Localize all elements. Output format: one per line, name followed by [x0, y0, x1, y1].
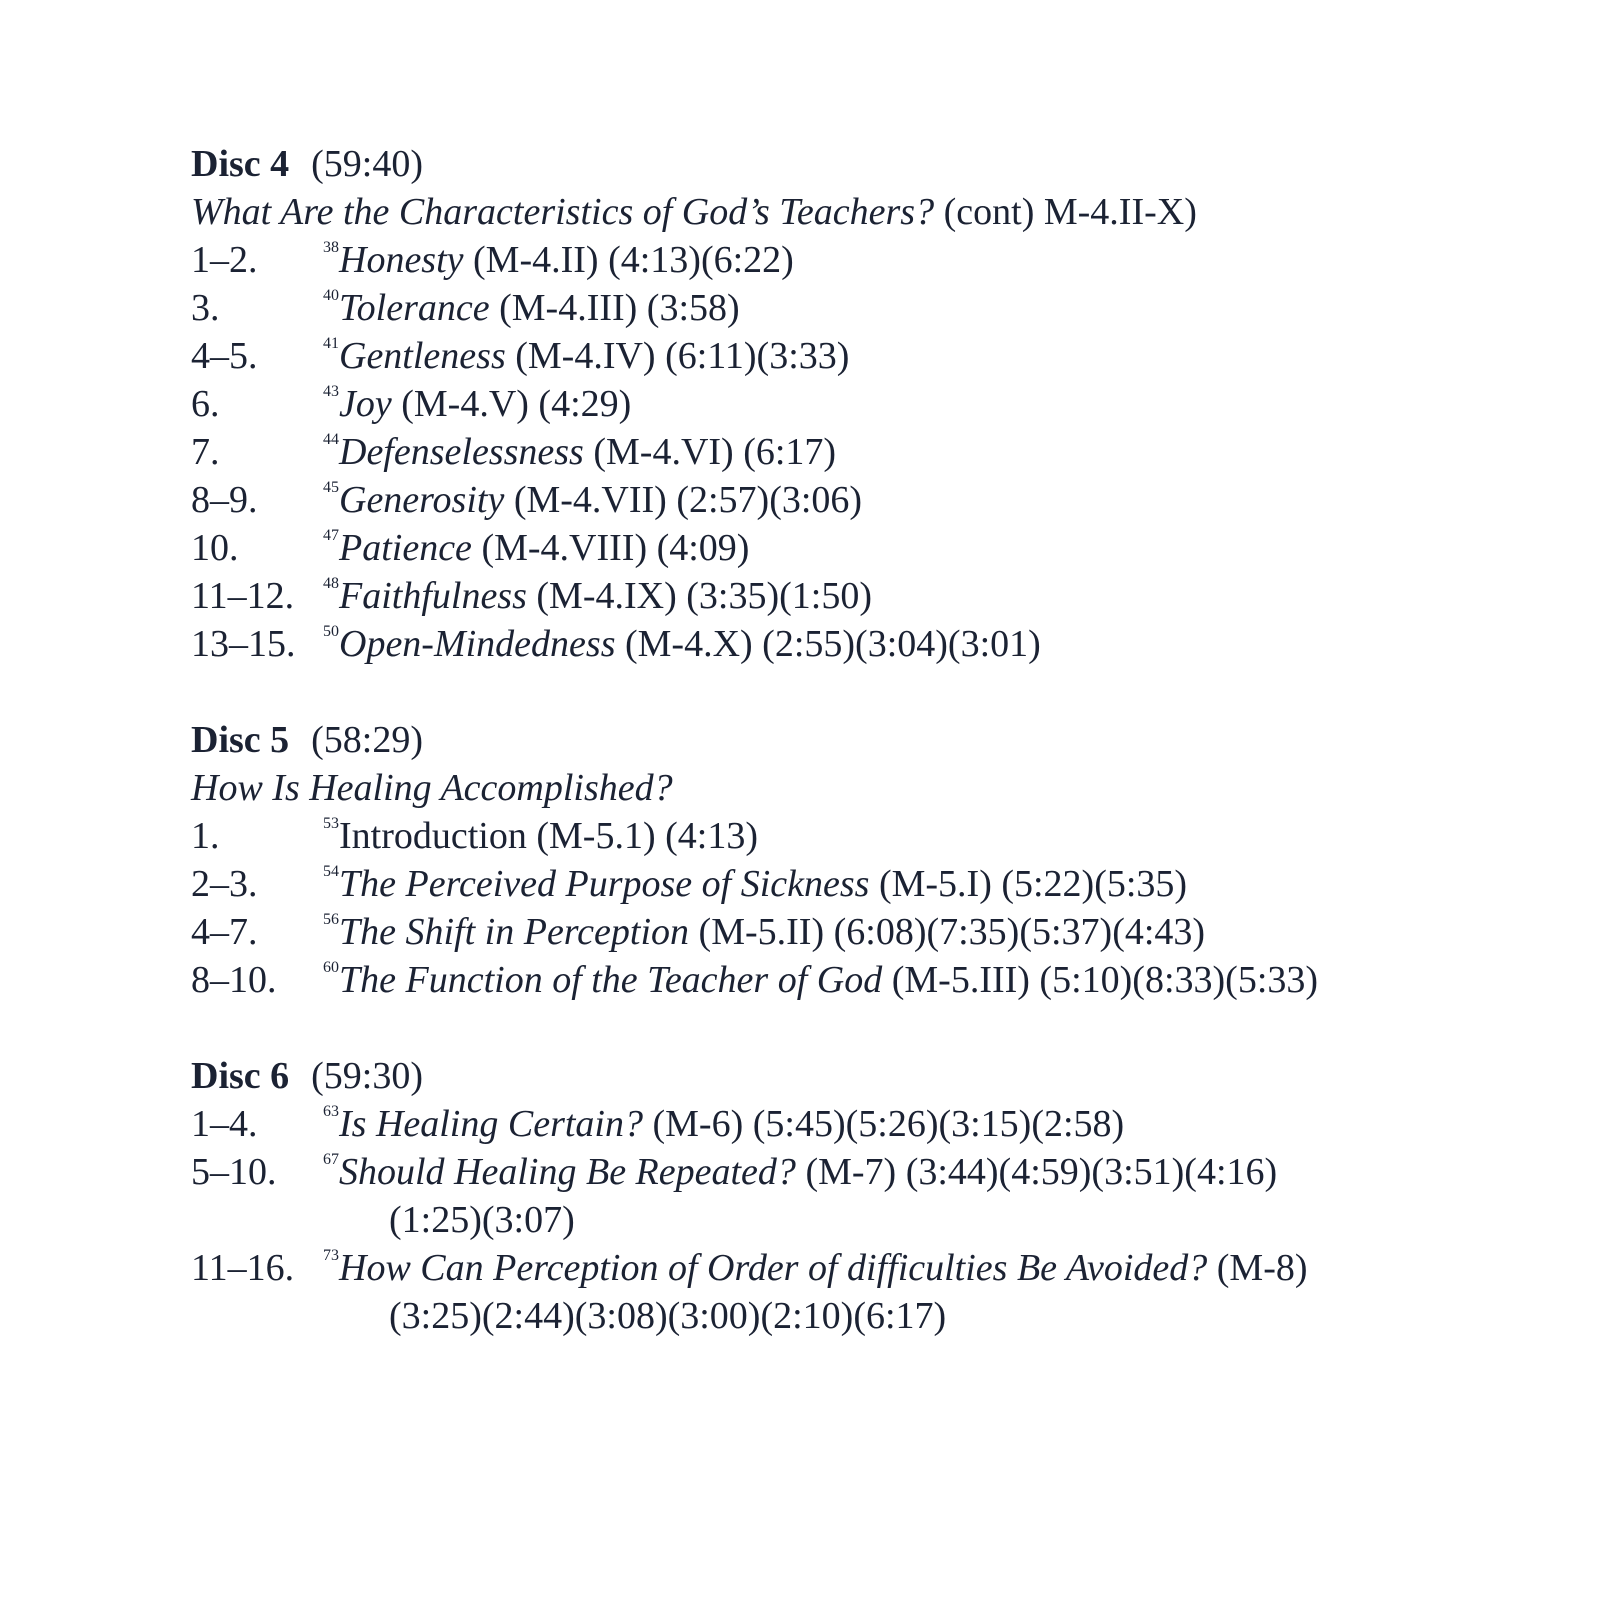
track-title: The Perceived Purpose of Sickness: [339, 863, 870, 905]
page-reference: 53: [323, 815, 339, 833]
track-entry: [191, 1244, 1491, 1340]
track-entry: [191, 284, 1491, 332]
track-details: (M-4.III) (3:58): [489, 287, 740, 329]
page-reference: 41: [323, 335, 339, 353]
track-number: 3.: [191, 287, 220, 329]
track-number: 10.: [191, 527, 239, 569]
track-number: 2–3.: [191, 863, 258, 905]
page-reference: 56: [323, 911, 339, 929]
disc-title-text: What Are the Characteristics of God’s Teachers?: [191, 191, 935, 233]
track-title: Faithfulness: [339, 575, 527, 617]
track-title: The Shift in Perception: [339, 911, 690, 953]
disc-duration: (59:30): [311, 1055, 424, 1097]
disc-heading: [191, 716, 1491, 764]
track-details: (M-4.II) (4:13)(6:22): [463, 239, 794, 281]
page-reference: 63: [323, 1103, 339, 1121]
track-title: Is Healing Certain?: [339, 1103, 643, 1145]
disc-4-section: [191, 140, 1491, 668]
track-listing: [191, 140, 1491, 1340]
disc-5-section: [191, 716, 1491, 1004]
track-number: 6.: [191, 383, 220, 425]
page-reference: 50: [323, 623, 339, 641]
track-entry: [191, 332, 1491, 380]
track-entry: [191, 428, 1491, 476]
track-number: 4–5.: [191, 335, 258, 377]
page-reference: 54: [323, 863, 339, 881]
track-details: (M-8): [1207, 1247, 1308, 1289]
track-title: Defenselessness: [339, 431, 584, 473]
track-details: (M-4.IV) (6:11)(3:33): [505, 335, 850, 377]
disc-label: Disc 4: [191, 143, 290, 185]
track-entry: [191, 620, 1491, 668]
track-number: 4–7.: [191, 911, 258, 953]
track-details: (M-5.1) (4:13): [526, 815, 758, 857]
track-title: Introduction: [339, 815, 527, 857]
track-title: Open-Mindedness: [339, 623, 616, 665]
track-title: The Function of the Teacher of God: [339, 959, 883, 1001]
disc-title: [191, 188, 1491, 236]
page-reference: 67: [323, 1151, 339, 1169]
page-reference: 73: [323, 1247, 339, 1265]
page-reference: 40: [323, 287, 339, 305]
track-title: Honesty: [339, 239, 464, 281]
page-reference: 45: [323, 479, 339, 497]
track-entry: [191, 812, 1491, 860]
disc-duration: (59:40): [311, 143, 424, 185]
track-details-continued: (3:25)(2:44)(3:08)(3:00)(2:10)(6:17): [389, 1295, 947, 1337]
track-entry: [191, 860, 1491, 908]
page-reference: 60: [323, 959, 339, 977]
track-title: Tolerance: [339, 287, 490, 329]
track-entry: [191, 380, 1491, 428]
disc-duration: (58:29): [311, 719, 424, 761]
track-details: (M-4.VIII) (4:09): [471, 527, 750, 569]
disc-title: [191, 764, 1491, 812]
track-entry: [191, 908, 1491, 956]
page-reference: 44: [323, 431, 339, 449]
track-number: 13–15.: [191, 623, 296, 665]
track-number: 1–2.: [191, 239, 258, 281]
track-details: (M-4.X) (2:55)(3:04)(3:01): [615, 623, 1041, 665]
track-number: 8–10.: [191, 959, 277, 1001]
track-details: (M-5.III) (5:10)(8:33)(5:33): [882, 959, 1319, 1001]
track-details: (M-5.II) (6:08)(7:35)(5:37)(4:43): [689, 911, 1206, 953]
track-entry: [191, 1148, 1491, 1244]
track-title: Patience: [339, 527, 472, 569]
track-details: (M-5.I) (5:22)(5:35): [869, 863, 1188, 905]
disc-label: Disc 6: [191, 1055, 290, 1097]
track-number: 1–4.: [191, 1103, 258, 1145]
track-title: Gentleness: [339, 335, 506, 377]
disc-heading: [191, 140, 1491, 188]
track-number: 8–9.: [191, 479, 258, 521]
track-details: (M-7) (3:44)(4:59)(3:51)(4:16): [795, 1151, 1278, 1193]
track-details: (M-6) (5:45)(5:26)(3:15)(2:58): [642, 1103, 1125, 1145]
track-number: 11–12.: [191, 575, 295, 617]
track-entry: [191, 236, 1491, 284]
track-entry: [191, 572, 1491, 620]
disc-6-section: [191, 1052, 1491, 1340]
track-details: (M-4.IX) (3:35)(1:50): [526, 575, 872, 617]
disc-title-text: How Is Healing Accomplished?: [191, 767, 673, 809]
disc-heading: [191, 1052, 1491, 1100]
track-details: (M-4.V) (4:29): [391, 383, 632, 425]
disc-title-suffix: (cont) M-4.II-X): [934, 191, 1197, 233]
track-title: How Can Perception of Order of difficulties Be Avoided?: [339, 1247, 1208, 1289]
disc-label: Disc 5: [191, 719, 290, 761]
track-details-continued: (1:25)(3:07): [389, 1199, 575, 1241]
track-details: (M-4.VII) (2:57)(3:06): [504, 479, 863, 521]
track-title: Joy: [339, 383, 392, 425]
track-entry: [191, 476, 1491, 524]
track-details: (M-4.VI) (6:17): [583, 431, 837, 473]
track-entry: [191, 524, 1491, 572]
track-number: 7.: [191, 431, 220, 473]
track-entry: [191, 956, 1491, 1004]
track-title: Should Healing Be Repeated?: [339, 1151, 796, 1193]
page-reference: 47: [323, 527, 339, 545]
page-reference: 43: [323, 383, 339, 401]
track-number: 11–16.: [191, 1247, 295, 1289]
track-title: Generosity: [339, 479, 505, 521]
track-number: 5–10.: [191, 1151, 277, 1193]
page-reference: 48: [323, 575, 339, 593]
track-entry: [191, 1100, 1491, 1148]
track-number: 1.: [191, 815, 220, 857]
page-reference: 38: [323, 239, 339, 257]
